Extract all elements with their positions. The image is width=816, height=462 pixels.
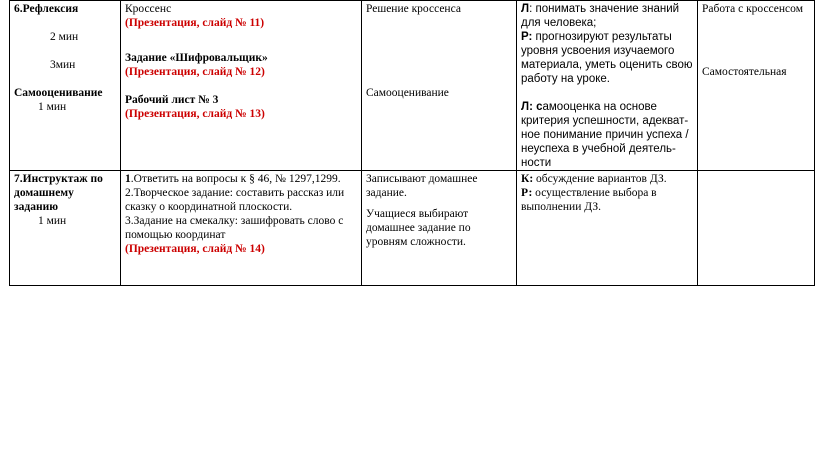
table-row-homework [10, 171, 815, 286]
homework-item [125, 172, 357, 186]
slide-reference: (Презентация, слайд № 11) [125, 17, 265, 29]
stage-time: 2 мин [50, 31, 79, 43]
form-cell [698, 1, 815, 171]
slide-reference: (Презентация, слайд № 12) [125, 66, 265, 78]
result-item [521, 172, 693, 186]
activity-text: Задание «Шифровальщик» [125, 52, 268, 64]
teacher-activity-cell [121, 1, 362, 171]
result-text: прогнозируют результаты уровня усвоения изучаемого материала, уметь оценить свою работу на уроке. [521, 31, 693, 85]
result-text: осуществление выбора в выполнении ДЗ. [521, 187, 657, 213]
stage-title: 6.Рефлексия [14, 3, 79, 15]
stage-time: 3мин [50, 59, 76, 71]
form-cell [698, 171, 815, 286]
results-cell [517, 171, 698, 286]
result-text: обсуждение вариантов ДЗ. [533, 173, 667, 185]
activity-text: Рабочий лист № 3 [125, 94, 219, 106]
result-item [521, 100, 693, 170]
result-item [521, 30, 693, 86]
results-cell [517, 1, 698, 171]
stage-time: 1 мин [38, 101, 67, 113]
form-text: Самостоятельная [702, 66, 787, 78]
table-row-reflection [10, 1, 815, 171]
stage-substep: Самооценивание [14, 87, 103, 99]
activity-text: Кроссенс [125, 3, 172, 15]
homework-item: 2.Творческое задание: составить рассказ или сказку о координатной плоскости. [125, 187, 345, 213]
form-text: Работа с кроссенсом [702, 3, 803, 15]
activity-text: Записывают домашнее задание. [366, 173, 478, 199]
stage-cell [10, 171, 121, 286]
result-prefix: Л: с [521, 101, 543, 113]
result-prefix: Р: [521, 187, 533, 199]
stage-title: 7.Инструктаж по домашнему заданию [14, 173, 103, 213]
activity-text: Решение кроссенса [366, 3, 461, 15]
teacher-activity-cell [121, 171, 362, 286]
result-prefix: К: [521, 173, 534, 185]
result-item [521, 2, 693, 30]
result-prefix: Р: [521, 31, 533, 43]
item-text: .Ответить на вопросы к § 46, № 1297,1299. [130, 173, 341, 185]
homework-item: 3.Задание на смекалку: зашифровать слово с помощью координат [125, 215, 344, 241]
result-text: амооценка на основе критерия успешности, адекват-ное понимание причин успеха / неуспеха в учебной деятель-ности [521, 101, 689, 169]
stage-time: 1 мин [38, 215, 67, 227]
activity-text: Учащиеся выбирают домашнее задание по уровням сложности. [366, 208, 471, 248]
slide-reference: (Презентация, слайд № 14) [125, 243, 265, 255]
item-number: 1 [125, 173, 131, 185]
student-activity-cell [362, 1, 517, 171]
activity-text: Самооценивание [366, 87, 449, 99]
result-text: : понимать значение знаний для человека; [521, 3, 680, 29]
slide-reference: (Презентация, слайд № 13) [125, 108, 265, 120]
result-item [521, 186, 693, 214]
result-prefix: Л [521, 3, 530, 15]
lesson-plan-table [9, 0, 815, 286]
stage-cell [10, 1, 121, 171]
student-activity-cell [362, 171, 517, 286]
